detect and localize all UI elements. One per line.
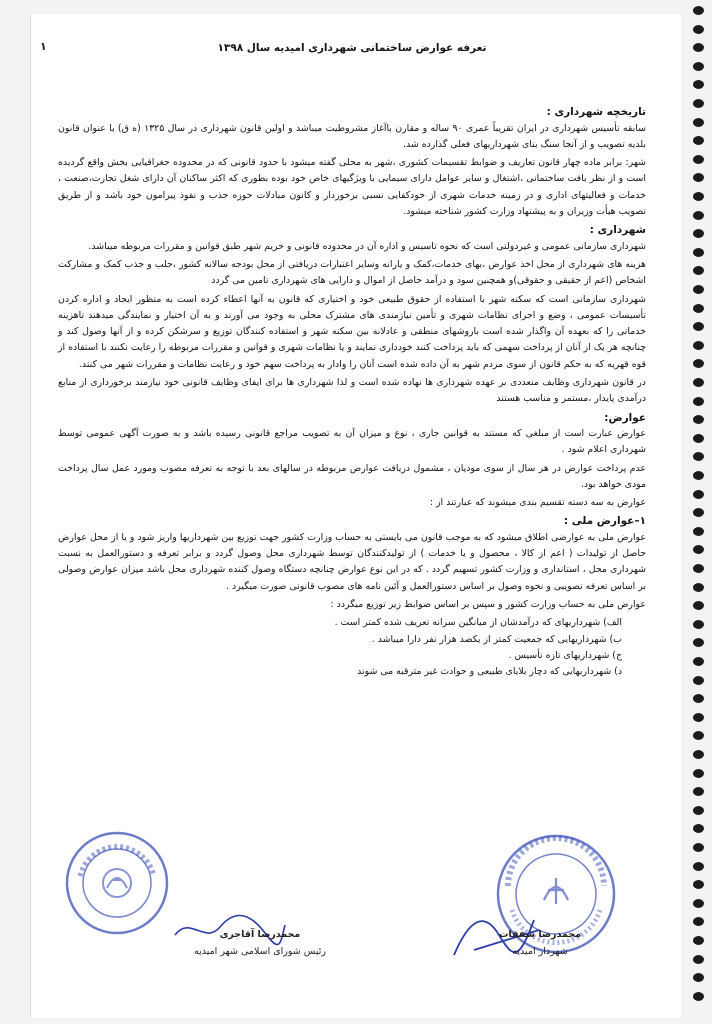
mayor-signer-role: شهردار امیدیه (512, 946, 568, 957)
page-number: ۱ (40, 40, 47, 53)
document-body (58, 40, 646, 680)
binder-ring (693, 415, 704, 424)
binder-ring (693, 285, 704, 294)
binder-ring (693, 583, 704, 592)
fees-paragraph-2: عدم پرداخت عوارض در هر سال از سوی مودیان ، مشمول دریافت عوارض مربوطه در سالهای بعد با توجه به تعرفه مصوب ومورد عمل سال پرداخت مودی خواهد بود. (58, 462, 646, 490)
binder-ring (693, 601, 704, 610)
binder-ring (693, 713, 704, 722)
binder-ring (693, 657, 704, 666)
binder-ring (693, 80, 704, 89)
mayor-signature-block (470, 926, 610, 960)
binder-ring (693, 192, 704, 201)
binder-ring (693, 862, 704, 871)
history-paragraph-2: شهر: برابر ماده چهار قانون تعاریف و ضوابط تقسیمات کشوری ،شهر به محلی گفته میشود با حدود قانونی که در محدوده جغرافیایی بخش واقع گردیده است و از نظر بافت ساختمانی ،اشتغال و سایر عوامل دارای سیمایی با ویژگیهای خاص خود بوده بطوری که اکثر ساکنان آن دارای شغل تجارت،صنعت ، خدمات و فعالیتهای اداری و در زمینه خدمات شهری از خودکفایی نسبی برخوردار و کانون مبادلات حوزه جذب و نفوذ پیرامون خود باشد و از طریق تصویب هیأت وزیران و به پیشنهاد وزارت کشور شناخته میشود. (58, 157, 646, 218)
binder-ring (693, 378, 704, 387)
binder-ring (693, 973, 704, 982)
binder-ring (693, 173, 704, 182)
spiral-binding (684, 6, 710, 1018)
binder-ring (693, 694, 704, 703)
binder-ring (693, 880, 704, 889)
binder-ring (693, 806, 704, 815)
binder-ring (693, 787, 704, 796)
municipality-paragraph-1: شهرداری سازمانی عمومی و غیردولتی است که نحوه تاسیس و اداره آن در محدوده قانونی و حریم شهر طبق قوانین و مقررات مربوطه میباشد. (88, 240, 646, 252)
binder-ring (693, 304, 704, 313)
binder-ring (693, 43, 704, 52)
list-item: د) شهرداریهایی که دچار بلایای طبیعی و حوادث غیر مترقبه می شوند (357, 666, 622, 678)
binder-ring (693, 471, 704, 480)
binder-ring (693, 397, 704, 406)
binder-ring (693, 992, 704, 1001)
binder-ring (693, 638, 704, 647)
fees-paragraph-3: عوارض به سه دسته تقسیم بندی میشوند که عبارتند از : (429, 497, 646, 509)
document-title: تعرفه عوارض ساختمانی شهرداری امیدیه سال ۱۳۹۸ (217, 42, 487, 54)
municipality-paragraph-4: در قانون شهرداری وظایف متعددی بر عهده شهرداری ها نهاده شده است و لذا شهرداری ها برای ایفای وظایف قانونی خود نیازمند برخورداری از منابع درآمدی پایدار ،مستمر و مناسب هستند (58, 377, 646, 405)
binder-ring (693, 266, 704, 275)
binder-ring (693, 229, 704, 238)
fees-paragraph-1: عوارض عبارت است از مبلغی که مستند به قوانین جاری ، نوع و میزان آن به تصویب مراجع قانونی رسیده باشد و به صورت آگهی عمومی توسط شهرداری اعلام شود . (58, 427, 646, 456)
binder-ring (693, 25, 704, 34)
fees-heading: عوارض: (604, 411, 646, 424)
municipality-paragraph-3: شهرداری سازمانی است که سکنه شهر با استفاده از حقوق طبیعی خود و اختیاری که قانون به آنها اعطاء کرده است به منظور ایجاد و اداره کردن تأسیسات عمومی ، وضع و اجرای نظامات شهری و تأمین نیازمندی های مشترک محلی به وجود می آورند و به آن اختیار و نمایندگی میدهند تاهزینه خدماتی را که بعهده آن واگذار شده است باروشهای منطقی و عادلانه بین سکنه شهر و استفاده کنندگان توزیع و سرشکن کرده و از آنها وصول کند و چنانچه هر یک از آنان از پرداخت سهمی که باید پرداخت کنند خودداری نمایند و یا نظامات شهری و قوانین و مقررات مربوطه را رعایت نکنند با استفاده از قوه قهریه که به حکم قانون از سوی مردم شهر به آن داده شده است آنان را وادار به پرداخت سهم خود و رعایت نظامات و مقررات شهر می کنند. (58, 293, 646, 370)
mayor-signer-name: محمدرضا شفقات (498, 929, 582, 940)
binder-ring (693, 843, 704, 852)
binder-ring (693, 769, 704, 778)
binder-ring (693, 824, 704, 833)
council-signer-name: محمدرضا آقاجری (219, 929, 301, 940)
binder-ring (693, 62, 704, 71)
binder-ring (693, 341, 704, 350)
council-stamp (62, 828, 172, 938)
binder-ring (693, 676, 704, 685)
binder-ring (693, 899, 704, 908)
council-signer-role: رئیس شورای اسلامی شهر امیدیه (194, 946, 326, 957)
binder-ring (693, 527, 704, 536)
binder-ring (693, 955, 704, 964)
binder-ring (693, 359, 704, 368)
binder-ring (693, 6, 704, 15)
binder-ring (693, 750, 704, 759)
municipality-paragraph-2: هزینه های شهرداری از محل اخذ عوارض ،بهای خدمات،کمک و یارانه وسایر اعتبارات دریافتی از محل بودجه سالانه کشور ،جلب و جذب کمک و مشارکت اشخاص (اعم از حقیقی و حقوقی)و همچنین سود و درآمد حاصل از اموال و دارایی های شهرداری تامین می گردد (58, 258, 646, 287)
binder-ring (693, 490, 704, 499)
list-item: الف) شهرداریهای که درآمدشان از میانگین سرانه تعریف شده کمتر است . (334, 617, 622, 629)
binder-ring (693, 136, 704, 145)
history-heading: تاریخچه شهرداری : (546, 106, 646, 119)
binder-ring (693, 155, 704, 164)
list-item: ج) شهرداریهای تازه تأسیس . (508, 649, 622, 661)
binder-ring (693, 731, 704, 740)
national-fees-paragraph-2: عوارض ملی به حساب وزارت کشور و سپس بر اساس ضوابط زیر توزیع میگردد : (330, 598, 646, 610)
binder-ring (693, 211, 704, 220)
binder-ring (693, 322, 704, 331)
binder-ring (693, 508, 704, 517)
binder-ring (693, 248, 704, 257)
binder-ring (693, 545, 704, 554)
binder-ring (693, 118, 704, 127)
binder-ring (693, 620, 704, 629)
binder-ring (693, 452, 704, 461)
binder-ring (693, 564, 704, 573)
binder-ring (693, 936, 704, 945)
national-fees-heading: ۱–عوارض ملی : (563, 515, 646, 528)
list-item: ب) شهرداریهایی که جمعیت کمتر از یکصد هزار نفر دارا میباشد . (371, 633, 622, 645)
council-signature-block (170, 926, 350, 960)
binder-ring (693, 434, 704, 443)
history-paragraph-1: سابقه تأسیس شهرداری در ایران تقریباً عمری ۹۰ ساله و مقارن باآغاز مشروطیت میباشد و اولین قانون شهرداری در سال ۱۳۲۵ (ه ق) با عنوان قانون بلدیه تصویب و از آنجا سنگ بنای شهرداریهای فعلی گذارده شد. (58, 122, 646, 150)
binder-ring (693, 917, 704, 926)
national-fees-paragraph-1: عوارض ملی به عوارضی اطلاق میشود که به موجب قانون می بایستی به حساب وزارت کشور جهت توزیع بین شهرداریها واریز شود و یا از محل عوارض حاصل از تولیدات ( اعم از کالا ، محصول و یا خدمات ) از تولیدکنندگان توسط شهرداری محل وصول گردد و برابر تعرفه و دستورالعمل به نسبت شهرداری محل ، استانداری و وزارت کشور تسهیم گردد . که در این نوع عوارض چنانچه دستگاه وصول کننده شهرداری محل باشد میزان عوارض وصولی بر اساس تعرفه تصویبی و نحوه وصول بر اساس دستورالعمل و آئین نامه های مصوب قانونی صورت میگیرد . (58, 531, 646, 592)
binder-ring (693, 99, 704, 108)
municipality-heading: شهرداری : (589, 224, 646, 237)
